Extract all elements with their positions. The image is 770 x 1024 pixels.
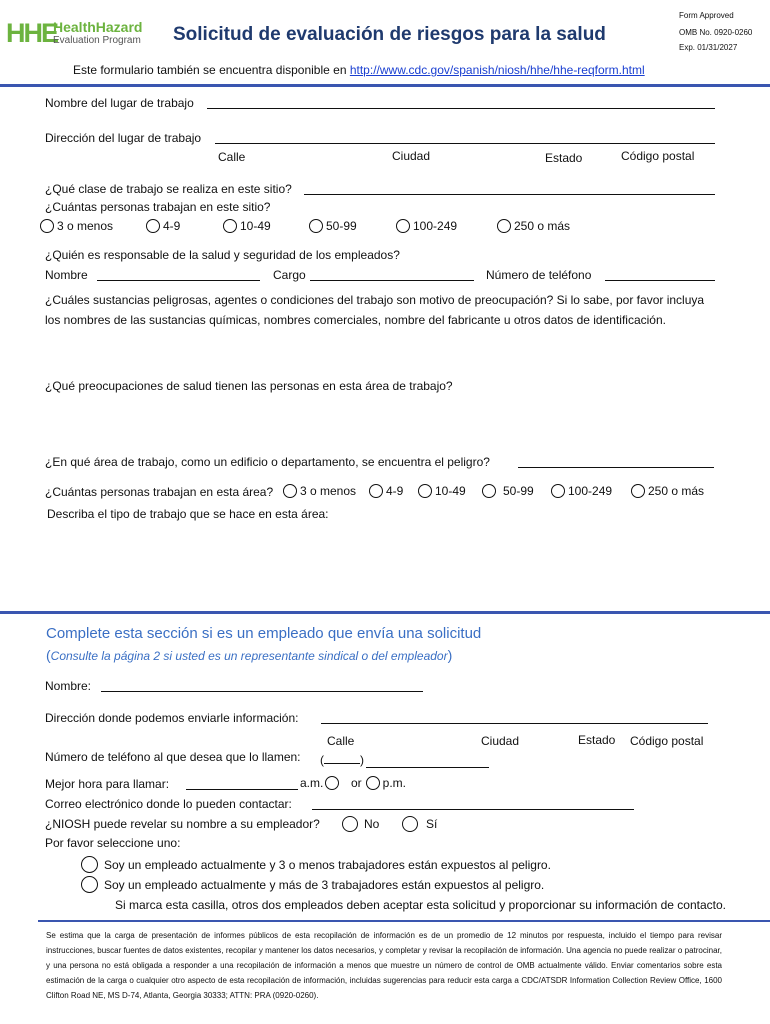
responsible-phone-label: Número de teléfono (486, 268, 592, 282)
area-describe-label: Describa el tipo de trabajo que se hace en esta área: (47, 507, 329, 521)
logo-mark: HHE (6, 18, 58, 48)
form-link[interactable]: http://www.cdc.gov/spanish/niosh/hhe/hhe-reqform.html (349, 63, 645, 77)
phone-area-code-field[interactable]: ( ) (320, 753, 364, 767)
responsible-name-label: Nombre (45, 268, 88, 282)
employee-state-caption: Estado (578, 733, 616, 747)
radio-icon[interactable] (369, 484, 383, 498)
radio-icon[interactable] (283, 484, 297, 498)
area-count-option[interactable]: 100-249 (551, 484, 612, 498)
area-field[interactable] (518, 467, 714, 468)
email-label: Correo electrónico donde lo pueden contactar: (45, 797, 292, 811)
hhe-logo (6, 18, 156, 48)
radio-icon[interactable] (223, 219, 237, 233)
address-state-caption: Estado (545, 151, 583, 165)
area-count-option[interactable]: 10-49 (418, 484, 466, 498)
responsible-position-field[interactable] (310, 280, 474, 281)
reveal-no-option[interactable]: No (342, 816, 379, 832)
site-count-option[interactable]: 3 o menos (40, 219, 113, 233)
employee-street-caption: Calle (327, 734, 355, 748)
area-count-option[interactable]: 4-9 (369, 484, 403, 498)
radio-icon[interactable] (146, 219, 160, 233)
pm-option[interactable]: or p.m. (351, 776, 407, 790)
am-option[interactable]: a.m. (300, 776, 342, 790)
radio-icon[interactable] (631, 484, 645, 498)
employee-choice-option[interactable]: Soy un empleado actualmente y 3 o menos trabajadores están expuestos al peligro. (81, 856, 551, 873)
address-city-caption: Ciudad (392, 149, 431, 163)
area-count-option[interactable]: 3 o menos (283, 484, 356, 498)
radio-icon[interactable] (81, 876, 98, 893)
select-one-label: Por favor seleccione uno: (45, 836, 181, 850)
area-question: ¿En qué área de trabajo, como un edificio o departamento, se encuentra el peligro? (45, 455, 490, 469)
employee-section-title: Complete esta sección si es un empleado que envía una solicitud (46, 625, 482, 642)
workplace-address-label: Dirección del lugar de trabajo (45, 131, 202, 145)
health-question: ¿Qué preocupaciones de salud tienen las personas en esta área de trabajo? (45, 379, 453, 393)
footer-rule (38, 920, 770, 922)
page-title: Solicitud de evaluación de riesgos para la salud (173, 24, 606, 45)
best-time-field[interactable] (186, 789, 298, 790)
logo-line2: Evaluation Program (53, 35, 141, 46)
employee-choice-option[interactable]: Soy un empleado actualmente y más de 3 trabajadores están expuestos al peligro. (81, 876, 544, 893)
responsible-phone-field[interactable] (605, 280, 715, 281)
site-count-option[interactable]: 100-249 (396, 219, 457, 233)
work-type-label: ¿Qué clase de trabajo se realiza en este sitio? (45, 182, 292, 196)
employee-zip-caption: Código postal (630, 734, 704, 748)
address-street-caption: Calle (218, 150, 246, 164)
employee-section-subtitle: (Consulte la página 2 si usted es un representante sindical o del empleador) (46, 647, 453, 663)
substances-question-line2: los nombres de las sustancias químicas, nombres comerciales, nombre del fabricante u otros datos de identificación. (45, 313, 666, 327)
burden-statement: Se estima que la carga de presentación de informes públicos de esta recopilación de información es de un promedio de 12 minutos por respuesta, incluido el tiempo para revisar instrucciones, buscar fuentes de datos existentes, recopilar y mantener los datos necesarios, y completar y revisar la recopilación de información. Una agencia no puede realizar o patrocinar, y una persona no está obligada a responder a una recopilación de información a menos que muestre un número de control de OMB actualmente válido. Enviar comentarios sobre esta estimación de la carga o cualquier otro aspecto de esta recopilación de información, incluidas sugerencias para reducir esta carga a CDC/ATSDR Information Collection Review Office, 1600 Clifton Road NE, MS D-74, Atlanta, Georgia 30333; ATTN: PRA (0920-0260). (46, 931, 722, 1000)
employee-city-caption: Ciudad (481, 734, 520, 748)
radio-icon[interactable] (497, 219, 511, 233)
radio-icon[interactable] (402, 816, 418, 832)
area-count-option[interactable]: 50-99 (482, 484, 534, 498)
radio-icon[interactable] (418, 484, 432, 498)
substances-question-line1: ¿Cuáles sustancias peligrosas, agentes o condiciones del trabajo son motivo de preocupación? Si lo sabe, por favor incluya (45, 293, 705, 307)
section-rule (0, 611, 770, 614)
area-count-label: ¿Cuántas personas trabajan en esta área? (45, 485, 274, 499)
reveal-yes-option[interactable]: Sí (402, 816, 437, 832)
radio-icon[interactable] (366, 776, 380, 790)
employee-name-label: Nombre: (45, 679, 92, 693)
form-approved: Form Approved (679, 11, 734, 20)
radio-icon[interactable] (342, 816, 358, 832)
site-count-option[interactable]: 10-49 (223, 219, 271, 233)
radio-icon[interactable] (309, 219, 323, 233)
radio-icon[interactable] (396, 219, 410, 233)
header-rule (0, 84, 770, 87)
employee-address-field[interactable] (321, 723, 708, 724)
workplace-name-field[interactable] (207, 108, 715, 109)
workplace-address-field[interactable] (215, 143, 715, 144)
radio-icon[interactable] (325, 776, 339, 790)
employee-phone-label: Número de teléfono al que desea que lo llamen: (45, 750, 301, 764)
responsible-position-label: Cargo (273, 268, 306, 282)
employee-name-field[interactable] (101, 691, 423, 692)
site-count-option[interactable]: 4-9 (146, 219, 180, 233)
best-time-label: Mejor hora para llamar: (45, 777, 170, 791)
site-count-label: ¿Cuántas personas trabajan en este sitio? (45, 200, 271, 214)
radio-icon[interactable] (551, 484, 565, 498)
employee-address-label: Dirección donde podemos enviarle información: (45, 711, 299, 725)
site-count-option[interactable]: 250 o más (497, 219, 570, 233)
logo-line1: HealthHazard (53, 19, 143, 35)
phone-number-field[interactable] (366, 767, 489, 768)
address-zip-caption: Código postal (621, 149, 695, 163)
choice-note: Si marca esta casilla, otros dos empleados deben aceptar esta solicitud y proporcionar su información de contacto. (115, 898, 726, 912)
radio-icon[interactable] (81, 856, 98, 873)
radio-icon[interactable] (40, 219, 54, 233)
radio-icon[interactable] (482, 484, 496, 498)
omb-number: OMB No. 0920-0260 (679, 28, 753, 37)
area-count-option[interactable]: 250 o más (631, 484, 704, 498)
responsible-question: ¿Quién es responsable de la salud y seguridad de los empleados? (45, 248, 400, 262)
workplace-name-label: Nombre del lugar de trabajo (45, 96, 194, 110)
site-count-option[interactable]: 50-99 (309, 219, 357, 233)
email-field[interactable] (312, 809, 634, 810)
work-type-field[interactable] (304, 194, 715, 195)
responsible-name-field[interactable] (97, 280, 260, 281)
availability-note: Este formulario también se encuentra disponible en http://www.cdc.gov/spanish/niosh/hhe/hhe-reqform.html (73, 63, 645, 77)
reveal-name-label: ¿NIOSH puede revelar su nombre a su empleador? (45, 817, 320, 831)
expiration-date: Exp. 01/31/2027 (679, 43, 738, 52)
